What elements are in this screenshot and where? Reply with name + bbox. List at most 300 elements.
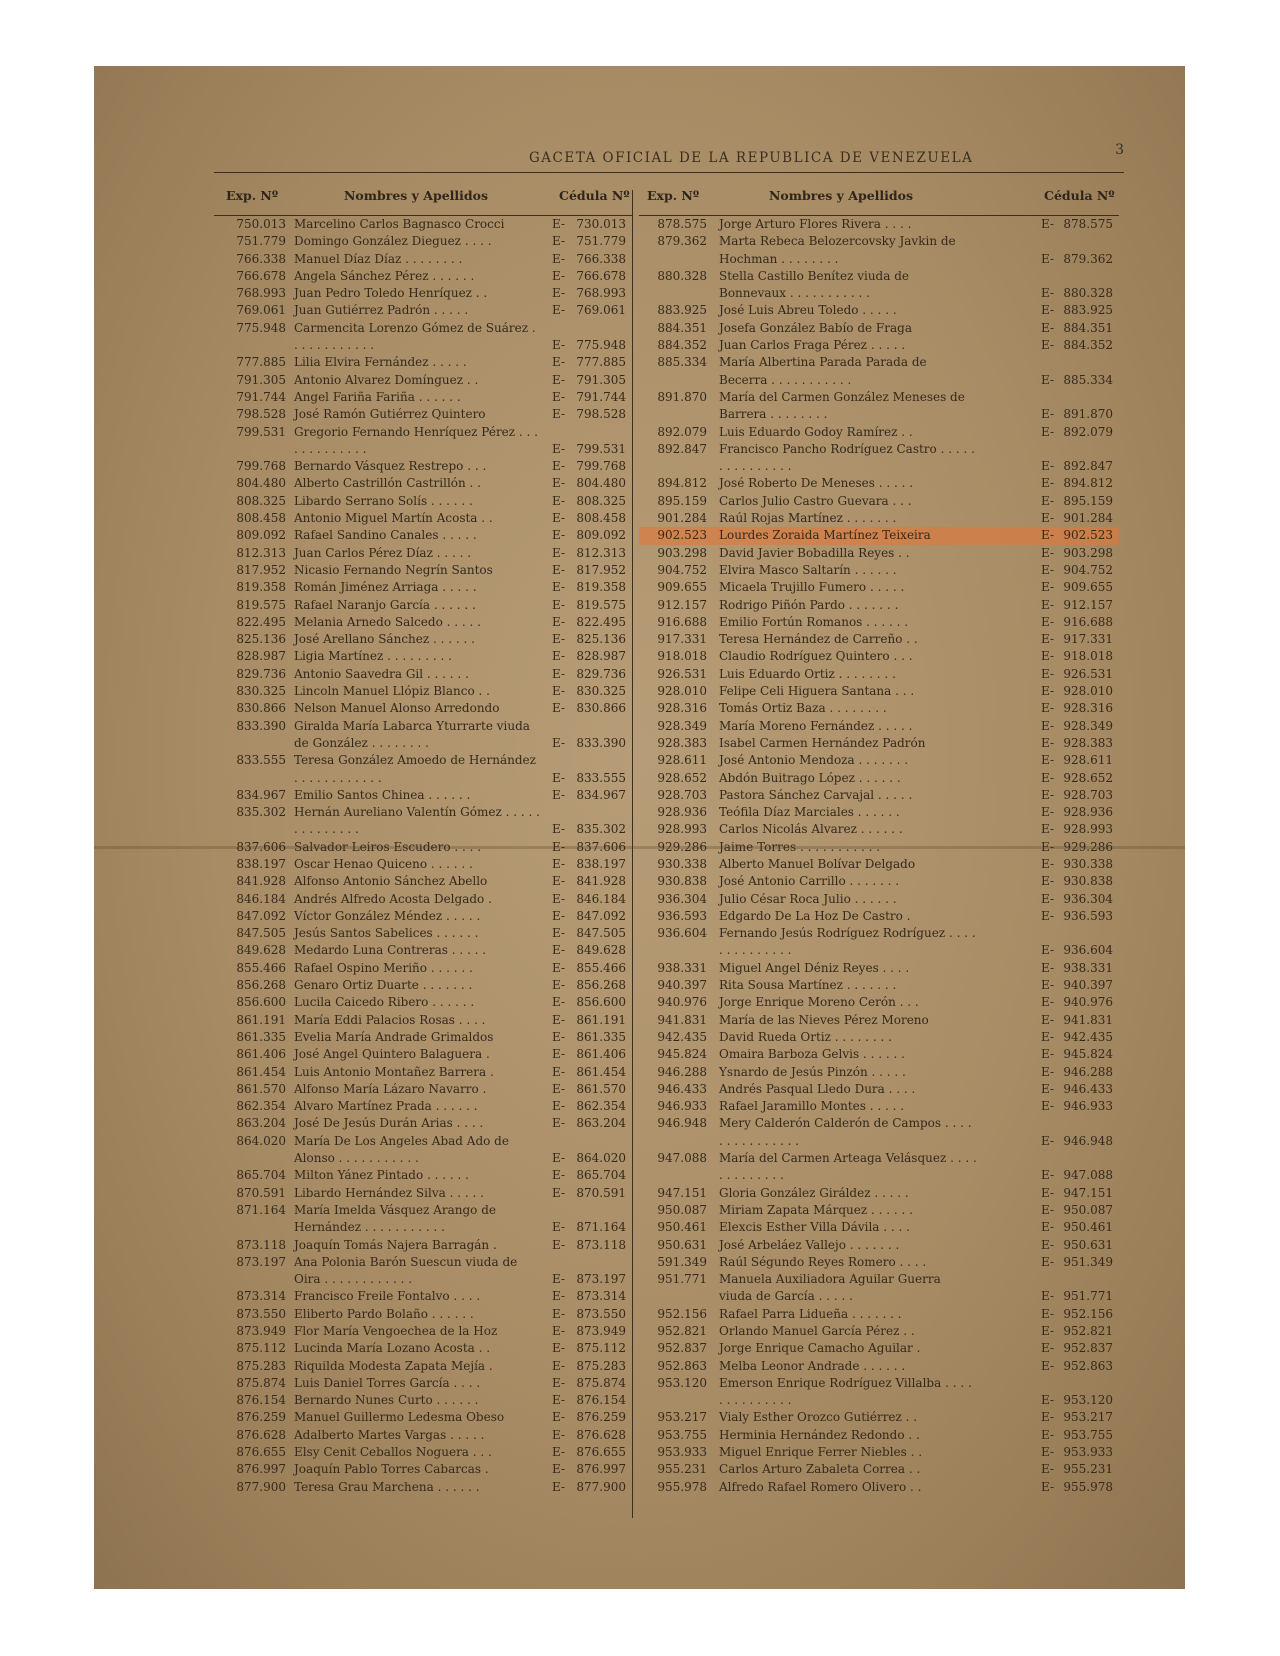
cedula-number: 938.331 xyxy=(1063,960,1113,975)
cedula-prefix: E- xyxy=(1041,805,1055,820)
cedula-prefix: E- xyxy=(1041,753,1055,768)
cedula-number: 875.112 xyxy=(576,1341,626,1356)
cedula-number: 751.779 xyxy=(576,234,626,249)
cedula-prefix: E- xyxy=(1041,424,1055,439)
person-name: Lourdes Zoraida Martínez Teixeira xyxy=(719,528,931,543)
table-row xyxy=(214,251,632,268)
person-name: Riquilda Modesta Zapata Mejía . xyxy=(294,1358,493,1373)
person-name: José Angel Quintero Balaguera . xyxy=(294,1047,490,1062)
person-name: Rafael Jaramillo Montes . . . . . xyxy=(719,1099,905,1114)
table-row xyxy=(639,1461,1119,1478)
exp-number: 928.703 xyxy=(657,787,707,802)
cedula-number: 909.655 xyxy=(1063,580,1113,595)
table-row xyxy=(214,1444,632,1461)
person-name: Alberto Manuel Bolívar Delgado xyxy=(719,856,916,871)
cedula-number: 856.268 xyxy=(576,978,626,993)
cedula-number: 947.151 xyxy=(1063,1185,1113,1200)
cedula-number: 875.283 xyxy=(576,1358,626,1373)
cedula-number: 928.993 xyxy=(1063,822,1113,837)
exp-number: 828.987 xyxy=(236,649,286,664)
cedula-prefix: E- xyxy=(552,1324,566,1338)
exp-number: 856.268 xyxy=(236,978,286,993)
exp-number: 929.286 xyxy=(657,839,707,854)
person-name: José Antonio Carrillo . . . . . . . xyxy=(719,874,900,889)
exp-number: 928.993 xyxy=(657,822,707,837)
cedula-number: 822.495 xyxy=(576,614,626,629)
cedula-prefix: E- xyxy=(552,441,566,456)
exp-number: 819.358 xyxy=(236,580,286,595)
person-name: Alfonso María Lázaro Navarro . xyxy=(294,1081,487,1096)
cedula-prefix: E- xyxy=(552,735,566,750)
person-name: Juan Carlos Fraga Pérez . . . . . xyxy=(719,338,906,353)
cedula-prefix: E- xyxy=(552,960,566,975)
cedula-number: 942.435 xyxy=(1063,1029,1113,1044)
right-rows xyxy=(639,216,1119,1496)
exp-number: 936.604 xyxy=(657,926,707,941)
exp-number: 928.611 xyxy=(657,753,707,768)
cedula-prefix: E- xyxy=(552,1151,566,1166)
cedula-prefix: E- xyxy=(1041,874,1055,889)
table-row xyxy=(214,666,632,683)
cedula-number: 849.628 xyxy=(576,943,626,958)
names-header-right: Nombres y Apellidos xyxy=(769,188,914,203)
person-name: Claudio Rodríguez Quintero . . . xyxy=(719,649,913,664)
cedula-prefix: E- xyxy=(552,286,566,301)
exp-number: 873.314 xyxy=(236,1289,286,1304)
cedula-prefix: E- xyxy=(552,1099,566,1114)
exp-number: 947.088 xyxy=(657,1151,707,1166)
cedula-number: 808.458 xyxy=(576,511,626,526)
exp-number: 884.351 xyxy=(657,320,707,335)
person-name: Antonio Miguel Martín Acosta . . xyxy=(294,511,493,526)
cedula-number: 862.354 xyxy=(576,1099,626,1114)
cedula-prefix: E- xyxy=(552,684,566,699)
exp-number: 903.298 xyxy=(657,545,707,560)
cedula-prefix: E- xyxy=(1041,1029,1055,1044)
person-name: Lincoln Manuel Llópiz Blanco . . xyxy=(294,684,490,699)
cedula-prefix: E- xyxy=(552,770,566,785)
exp-number: 946.288 xyxy=(657,1064,707,1079)
table-row xyxy=(214,1392,632,1409)
table-row xyxy=(639,1444,1119,1461)
cedula-prefix: E- xyxy=(1041,735,1055,750)
cedula-prefix: E- xyxy=(1041,372,1055,387)
cedula-prefix: E- xyxy=(552,234,566,249)
cedula-number: 952.863 xyxy=(1063,1358,1113,1373)
table-row xyxy=(214,1167,632,1184)
table-row xyxy=(639,631,1119,648)
cedula-prefix: E- xyxy=(1041,684,1055,699)
exp-number: 847.092 xyxy=(236,908,286,923)
table-row xyxy=(214,942,632,959)
table-row xyxy=(639,268,1119,303)
cedula-prefix: E- xyxy=(1041,251,1055,266)
cedula-number: 953.120 xyxy=(1063,1393,1113,1408)
cedula-prefix: E- xyxy=(1041,822,1055,837)
table-row xyxy=(214,614,632,631)
cedula-number: 876.655 xyxy=(576,1445,626,1460)
cedula-number: 950.631 xyxy=(1063,1237,1113,1252)
cedula-prefix: E- xyxy=(1041,1427,1055,1442)
table-row xyxy=(214,320,632,355)
table-row xyxy=(214,285,632,302)
table-row xyxy=(214,1237,632,1254)
exp-number: 875.283 xyxy=(236,1358,286,1373)
table-row xyxy=(639,216,1119,233)
table-row xyxy=(639,1237,1119,1254)
table-row xyxy=(639,1409,1119,1426)
exp-number: 835.302 xyxy=(236,805,286,820)
table-row xyxy=(214,700,632,717)
cedula-prefix: E- xyxy=(1041,286,1055,301)
cedula-number: 928.316 xyxy=(1063,701,1113,716)
exp-number: 953.933 xyxy=(657,1445,707,1460)
table-row xyxy=(639,441,1119,476)
table-row xyxy=(214,1358,632,1375)
cedula-prefix: E- xyxy=(552,511,566,526)
exp-number: 791.744 xyxy=(236,389,286,404)
exp-number: 953.217 xyxy=(657,1410,707,1425)
exp-number: 870.591 xyxy=(236,1185,286,1200)
person-name: Andrés Alfredo Acosta Delgado . xyxy=(294,891,492,906)
cedula-number: 861.191 xyxy=(576,1012,626,1027)
cedula-number: 955.231 xyxy=(1063,1462,1113,1477)
cedula-number: 834.967 xyxy=(576,787,626,802)
exp-number: 837.606 xyxy=(236,839,286,854)
cedula-prefix: E- xyxy=(552,1306,566,1321)
cedula-prefix: E- xyxy=(1041,545,1055,560)
cedula-number: 951.771 xyxy=(1063,1289,1113,1304)
exp-number: 830.325 xyxy=(236,684,286,699)
table-row xyxy=(214,372,632,389)
cedula-prefix: E- xyxy=(552,1375,566,1390)
table-row xyxy=(214,787,632,804)
person-name: Elvira Masco Saltarín . . . . . . xyxy=(719,562,897,577)
table-row xyxy=(639,562,1119,579)
cedula-prefix: E- xyxy=(552,1462,566,1477)
person-name: Ana Polonia Barón Suescun viuda de Oira . . . . . . . . . . . . xyxy=(294,1254,518,1287)
cedula-number: 864.020 xyxy=(576,1151,626,1166)
exp-number: 952.837 xyxy=(657,1341,707,1356)
person-name: Herminia Hernández Redondo . . xyxy=(719,1427,920,1442)
exp-number: 912.157 xyxy=(657,597,707,612)
cedula-number: 952.821 xyxy=(1063,1324,1113,1338)
exp-number: 775.948 xyxy=(236,320,286,335)
cedula-number: 837.606 xyxy=(576,839,626,854)
person-name: Melba Leonor Andrade . . . . . . xyxy=(719,1358,906,1373)
cedula-number: 894.812 xyxy=(1063,476,1113,491)
exp-number: 822.495 xyxy=(236,614,286,629)
cedula-prefix: E- xyxy=(552,1237,566,1252)
cedula-header: Cédula Nº xyxy=(559,188,630,203)
person-name: Bernardo Nunes Curto . . . . . . xyxy=(294,1393,479,1408)
cedula-prefix: E- xyxy=(552,1358,566,1373)
person-name: Rafael Sandino Canales . . . . . xyxy=(294,528,477,543)
cedula-prefix: E- xyxy=(1041,718,1055,733)
exp-number: 936.593 xyxy=(657,908,707,923)
exp-number: 901.284 xyxy=(657,511,707,526)
cedula-prefix: E- xyxy=(552,1445,566,1460)
cedula-number: 873.314 xyxy=(576,1289,626,1304)
table-row xyxy=(639,804,1119,821)
cedula-number: 791.305 xyxy=(576,372,626,387)
person-name: Oscar Henao Quiceno . . . . . . xyxy=(294,856,473,871)
table-row xyxy=(639,787,1119,804)
cedula-prefix: E- xyxy=(1041,1012,1055,1027)
table-row xyxy=(639,752,1119,769)
person-name: Nicasio Fernando Negrín Santos xyxy=(294,562,493,577)
cedula-number: 876.628 xyxy=(576,1427,626,1442)
cedula-number: 876.154 xyxy=(576,1393,626,1408)
table-row xyxy=(639,475,1119,492)
person-name: Edgardo De La Hoz De Castro . xyxy=(719,908,911,923)
table-row xyxy=(639,493,1119,510)
cedula-number: 876.997 xyxy=(576,1462,626,1477)
person-name: Elexcis Esther Villa Dávila . . . . xyxy=(719,1220,910,1235)
cedula-number: 873.197 xyxy=(576,1272,626,1287)
exp-number: 847.505 xyxy=(236,926,286,941)
gazette-title: GACETA OFICIAL DE LA REPUBLICA DE VENEZUELA xyxy=(529,150,974,166)
cedula-prefix: E- xyxy=(1041,1445,1055,1460)
person-name: Francisco Freile Fontalvo . . . . xyxy=(294,1289,481,1304)
table-row xyxy=(639,1081,1119,1098)
person-name: Elsy Cenit Ceballos Noguera . . . xyxy=(294,1445,492,1460)
cedula-prefix: E- xyxy=(1041,908,1055,923)
exp-number: 928.010 xyxy=(657,684,707,699)
exp-number: 856.600 xyxy=(236,995,286,1010)
person-name: Rafael Naranjo García . . . . . . xyxy=(294,597,476,612)
person-name: Salvador Leiros Escudero . . . . xyxy=(294,839,482,854)
exp-number: 884.352 xyxy=(657,338,707,353)
exp-number: 873.550 xyxy=(236,1306,286,1321)
cedula-prefix: E- xyxy=(552,1341,566,1356)
cedula-prefix: E- xyxy=(1041,649,1055,664)
person-name: Juan Pedro Toledo Henríquez . . xyxy=(294,286,488,301)
cedula-prefix: E- xyxy=(1041,632,1055,647)
cedula-number: 936.304 xyxy=(1063,891,1113,906)
exp-number: 942.435 xyxy=(657,1029,707,1044)
table-row xyxy=(214,562,632,579)
person-name: Libardo Serrano Solís . . . . . . xyxy=(294,493,473,508)
cedula-number: 953.933 xyxy=(1063,1445,1113,1460)
table-row xyxy=(214,1427,632,1444)
cedula-prefix: E- xyxy=(552,701,566,716)
table-row xyxy=(214,631,632,648)
person-name: Teresa Grau Marchena . . . . . . xyxy=(294,1479,480,1494)
person-name: Carlos Nicolás Alvarez . . . . . . xyxy=(719,822,903,837)
person-name: Felipe Celi Higuera Santana . . . xyxy=(719,684,915,699)
exp-number: 928.936 xyxy=(657,805,707,820)
person-name: Giralda María Labarca Yturrarte viuda de González . . . . . . . . xyxy=(294,718,530,750)
exp-number: 873.197 xyxy=(236,1254,286,1269)
person-name: Luis Eduardo Godoy Ramírez . . xyxy=(719,424,913,439)
cedula-number: 940.976 xyxy=(1063,995,1113,1010)
cedula-prefix: E- xyxy=(1041,978,1055,993)
exp-number: 940.976 xyxy=(657,995,707,1010)
exp-number: 768.993 xyxy=(236,286,286,301)
table-row xyxy=(639,666,1119,683)
cedula-number: 928.703 xyxy=(1063,787,1113,802)
cedula-number: 829.736 xyxy=(576,666,626,681)
person-name: Angela Sánchez Pérez . . . . . . xyxy=(294,268,475,283)
exp-number: 829.736 xyxy=(236,666,286,681)
exp-number: 894.812 xyxy=(657,476,707,491)
person-name: José Ramón Gutiérrez Quintero xyxy=(294,407,486,422)
person-name: José Arbeláez Vallejo . . . . . . . xyxy=(719,1237,900,1252)
person-name: Jorge Arturo Flores Rivera . . . . xyxy=(719,217,912,231)
exp-number: 804.480 xyxy=(236,476,286,491)
cedula-prefix: E- xyxy=(1041,787,1055,802)
person-name: Lilia Elvira Fernández . . . . . xyxy=(294,355,467,370)
person-name: Carlos Julio Castro Guevara . . . xyxy=(719,493,912,508)
cedula-header-right: Cédula Nº xyxy=(1044,188,1115,203)
exp-number: 808.325 xyxy=(236,493,286,508)
cedula-prefix: E- xyxy=(1041,1479,1055,1494)
cedula-prefix: E- xyxy=(552,580,566,595)
cedula-number: 916.688 xyxy=(1063,614,1113,629)
table-row xyxy=(214,804,632,839)
exp-number: 876.655 xyxy=(236,1445,286,1460)
table-row xyxy=(214,1081,632,1098)
table-row xyxy=(214,1254,632,1289)
table-row xyxy=(639,1012,1119,1029)
cedula-prefix: E- xyxy=(1041,1202,1055,1217)
table-row xyxy=(214,510,632,527)
cedula-prefix: E- xyxy=(552,926,566,941)
person-name: Julio César Roca Julio . . . . . . xyxy=(719,891,897,906)
exp-number: 904.752 xyxy=(657,562,707,577)
person-name: Isabel Carmen Hernández Padrón xyxy=(719,735,926,750)
person-name: Melania Arnedo Salcedo . . . . . xyxy=(294,614,481,629)
person-name: Teresa Hernández de Carreño . . xyxy=(719,632,918,647)
exp-number: 950.631 xyxy=(657,1237,707,1252)
table-row xyxy=(639,1219,1119,1236)
cedula-number: 918.018 xyxy=(1063,649,1113,664)
exp-number: 945.824 xyxy=(657,1047,707,1062)
person-name: Teófila Díaz Marciales . . . . . . xyxy=(719,805,900,820)
table-row xyxy=(639,856,1119,873)
cedula-number: 936.593 xyxy=(1063,908,1113,923)
cedula-prefix: E- xyxy=(1041,1237,1055,1252)
table-row xyxy=(214,545,632,562)
cedula-number: 830.325 xyxy=(576,684,626,699)
person-name: María Moreno Fernández . . . . . xyxy=(719,718,913,733)
exp-number: 833.390 xyxy=(236,718,286,733)
cedula-number: 855.466 xyxy=(576,960,626,975)
exp-number: 865.704 xyxy=(236,1168,286,1183)
table-row xyxy=(639,770,1119,787)
names-header: Nombres y Apellidos xyxy=(344,188,489,203)
right-column xyxy=(639,180,1119,1496)
exp-number: 892.847 xyxy=(657,441,707,456)
table-row xyxy=(639,1358,1119,1375)
person-name: Manuel Díaz Díaz . . . . . . . . xyxy=(294,251,463,266)
exp-number: 846.184 xyxy=(236,891,286,906)
person-name: Miriam Zapata Márquez . . . . . . xyxy=(719,1202,913,1217)
exp-number: 838.197 xyxy=(236,856,286,871)
exp-number: 928.652 xyxy=(657,770,707,785)
table-row xyxy=(214,839,632,856)
cedula-prefix: E- xyxy=(1041,1410,1055,1425)
cedula-number: 830.866 xyxy=(576,701,626,716)
person-name: Alberto Castrillón Castrillón . . xyxy=(294,476,481,491)
exp-number: 955.231 xyxy=(657,1462,707,1477)
cedula-number: 833.390 xyxy=(576,735,626,750)
person-name: María Albertina Parada Parada de Becerra . . . . . . . . . . . xyxy=(719,355,927,387)
cedula-number: 875.874 xyxy=(576,1375,626,1390)
cedula-number: 945.824 xyxy=(1063,1047,1113,1062)
cedula-number: 777.885 xyxy=(576,355,626,370)
cedula-prefix: E- xyxy=(552,943,566,958)
cedula-prefix: E- xyxy=(552,822,566,837)
exp-number: 833.555 xyxy=(236,753,286,768)
cedula-prefix: E- xyxy=(552,528,566,543)
person-name: Jaime Torres . . . . . . . . . . . xyxy=(719,839,881,854)
table-row xyxy=(214,977,632,994)
table-row xyxy=(639,1115,1119,1150)
exp-number: 940.397 xyxy=(657,978,707,993)
person-name: José De Jesús Durán Arias . . . . xyxy=(294,1116,484,1131)
person-name: Manuel Guillermo Ledesma Obeso xyxy=(294,1410,505,1425)
person-name: Luis Eduardo Ortiz . . . . . . . . xyxy=(719,666,896,681)
person-name: Genaro Ortiz Duarte . . . . . . . xyxy=(294,978,473,993)
cedula-prefix: E- xyxy=(552,1410,566,1425)
exp-number: 799.768 xyxy=(236,459,286,474)
cedula-prefix: E- xyxy=(552,562,566,577)
table-row xyxy=(214,597,632,614)
cedula-prefix: E- xyxy=(1041,511,1055,526)
cedula-prefix: E- xyxy=(1041,562,1055,577)
cedula-prefix: E- xyxy=(552,649,566,664)
table-row xyxy=(214,1133,632,1168)
exp-number: 875.874 xyxy=(236,1375,286,1390)
cedula-number: 880.328 xyxy=(1063,286,1113,301)
exp-number: 834.967 xyxy=(236,787,286,802)
cedula-number: 946.933 xyxy=(1063,1099,1113,1114)
person-name: Teresa González Amoedo de Hernández . . . . . . . . . . . . xyxy=(294,753,536,785)
person-name: Luis Antonio Montañez Barrera . xyxy=(294,1064,494,1079)
table-row xyxy=(639,873,1119,890)
table-row xyxy=(214,1461,632,1478)
exp-number: 936.304 xyxy=(657,891,707,906)
exp-number: 946.433 xyxy=(657,1081,707,1096)
cedula-number: 847.505 xyxy=(576,926,626,941)
person-name: Orlando Manuel García Pérez . . xyxy=(719,1324,915,1338)
exp-number: 817.952 xyxy=(236,562,286,577)
person-name: Víctor González Méndez . . . . . xyxy=(294,908,481,923)
cedula-prefix: E- xyxy=(1041,338,1055,353)
cedula-number: 768.993 xyxy=(576,286,626,301)
cedula-prefix: E- xyxy=(552,1081,566,1096)
cedula-prefix: E- xyxy=(552,303,566,318)
table-row xyxy=(639,1046,1119,1063)
table-row xyxy=(214,1288,632,1305)
exp-number: 861.406 xyxy=(236,1047,286,1062)
table-row xyxy=(214,1064,632,1081)
exp-number: 918.018 xyxy=(657,649,707,664)
table-row xyxy=(639,925,1119,960)
cedula-number: 928.349 xyxy=(1063,718,1113,733)
person-name: Raúl Rojas Martínez . . . . . . . xyxy=(719,511,897,526)
cedula-prefix: E- xyxy=(1041,770,1055,785)
exp-number: 950.087 xyxy=(657,1202,707,1217)
exp-number: 946.933 xyxy=(657,1099,707,1114)
person-name: Tomás Ortiz Baza . . . . . . . . xyxy=(719,701,887,716)
person-name: Juan Carlos Pérez Díaz . . . . . xyxy=(294,545,472,560)
cedula-number: 799.768 xyxy=(576,459,626,474)
cedula-number: 856.600 xyxy=(576,995,626,1010)
table-row xyxy=(639,700,1119,717)
